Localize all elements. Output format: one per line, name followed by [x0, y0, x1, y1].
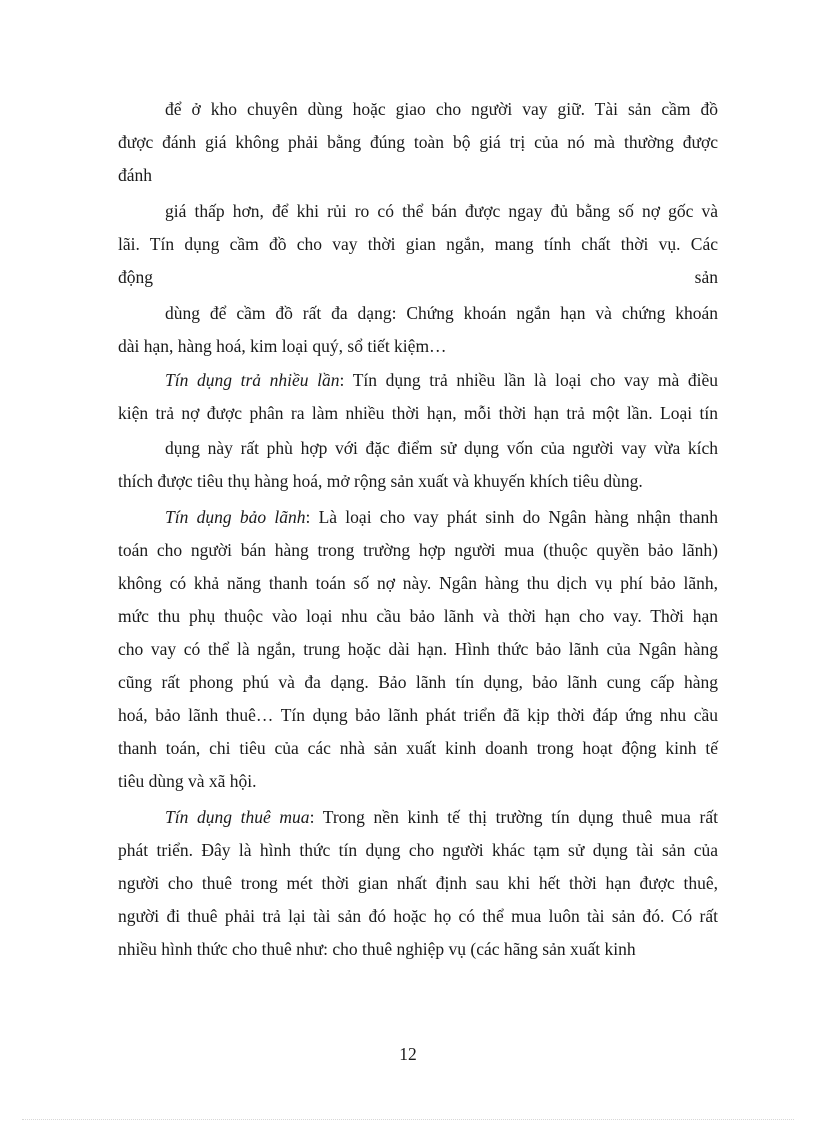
text-line: không có khả năng thanh toán số nợ này. Ngân hàng thu dịch vụ phí bảo lãnh, [118, 573, 718, 593]
text-line: thích được tiêu thụ hàng hoá, mở rộng sản xuất và khuyến khích tiêu dùng. [118, 471, 643, 491]
text-line: mức thu phụ thuộc vào loại nhu cầu bảo lãnh và thời hạn cho vay. Thời hạn [118, 606, 718, 626]
text-fragment: sản [694, 267, 718, 287]
text-line: toán cho người bán hàng trong trường hợp người mua (thuộc quyền bảo lãnh) [118, 540, 718, 560]
text-line: cũng rất phong phú và đa dạng. Bảo lãnh tín dụng, bảo lãnh cung cấp hàng [118, 672, 718, 692]
text-line [165, 369, 718, 391]
text-line: dụng này rất phù hợp với đặc điểm sử dụng vốn của người vay vừa kích [165, 438, 718, 458]
text-line: để ở kho chuyên dùng hoặc giao cho người vay giữ. Tài sản cầm đồ [165, 99, 718, 119]
text-line: phát triển. Đây là hình thức tín dụng cho người khác tạm sử dụng tài sản của [118, 840, 718, 860]
text-line: dài hạn, hàng hoá, kim loại quý, sổ tiết kiệm… [118, 336, 447, 356]
text-line: được đánh giá không phải bằng đúng toàn bộ giá trị của nó mà thường được [118, 132, 718, 152]
text-line: giá thấp hơn, để khi rủi ro có thể bán được ngay đủ bằng số nợ gốc và [165, 201, 718, 221]
text-line: kiện trả nợ được phân ra làm nhiều thời hạn, mỗi thời hạn trả một lần. Loại tín [118, 403, 718, 423]
term-heading: Tín dụng trả nhiều lần [165, 370, 340, 390]
text-line: tiêu dùng và xã hội. [118, 771, 257, 791]
text-line: người cho thuê trong mét thời gian nhất định sau khi hết thời hạn được thuê, [118, 873, 718, 893]
text-fragment: : Là loại cho vay phát sinh do Ngân hàng nhận thanh [305, 507, 718, 527]
text-line: nhiều hình thức cho thuê như: cho thuê nghiệp vụ (các hãng sản xuất kinh [118, 939, 636, 959]
text-line [165, 806, 718, 828]
text-fragment: động [118, 267, 153, 287]
text-fragment: : Trong nền kinh tế thị trường tín dụng thuê mua rất [309, 807, 718, 827]
text-line: thanh toán, chi tiêu của các nhà sản xuất kinh doanh trong hoạt động kinh tế [118, 738, 718, 758]
text-line: dùng để cầm đồ rất đa dạng: Chứng khoán ngắn hạn và chứng khoán [165, 303, 718, 323]
text-line [118, 266, 718, 288]
term-heading: Tín dụng thuê mua [165, 807, 310, 827]
page-number: 12 [399, 1044, 417, 1064]
text-line: người đi thuê phải trả lại tài sản đó hoặc họ có thể mua luôn tài sản đó. Có rất [118, 906, 718, 926]
text-fragment: : Tín dụng trả nhiều lần là loại cho vay mà điều [339, 370, 718, 390]
text-line: lãi. Tín dụng cầm đồ cho vay thời gian ngắn, mang tính chất thời vụ. Các [118, 234, 718, 254]
page-bottom-divider [22, 1119, 794, 1120]
text-line [165, 506, 718, 528]
text-line: hoá, bảo lãnh thuê… Tín dụng bảo lãnh phát triển đã kịp thời đáp ứng nhu cầu [118, 705, 718, 725]
term-heading: Tín dụng bảo lãnh [165, 507, 306, 527]
text-line: đánh [118, 165, 153, 185]
text-line: cho vay có thể là ngắn, trung hoặc dài hạn. Hình thức bảo lãnh của Ngân hàng [118, 639, 718, 659]
